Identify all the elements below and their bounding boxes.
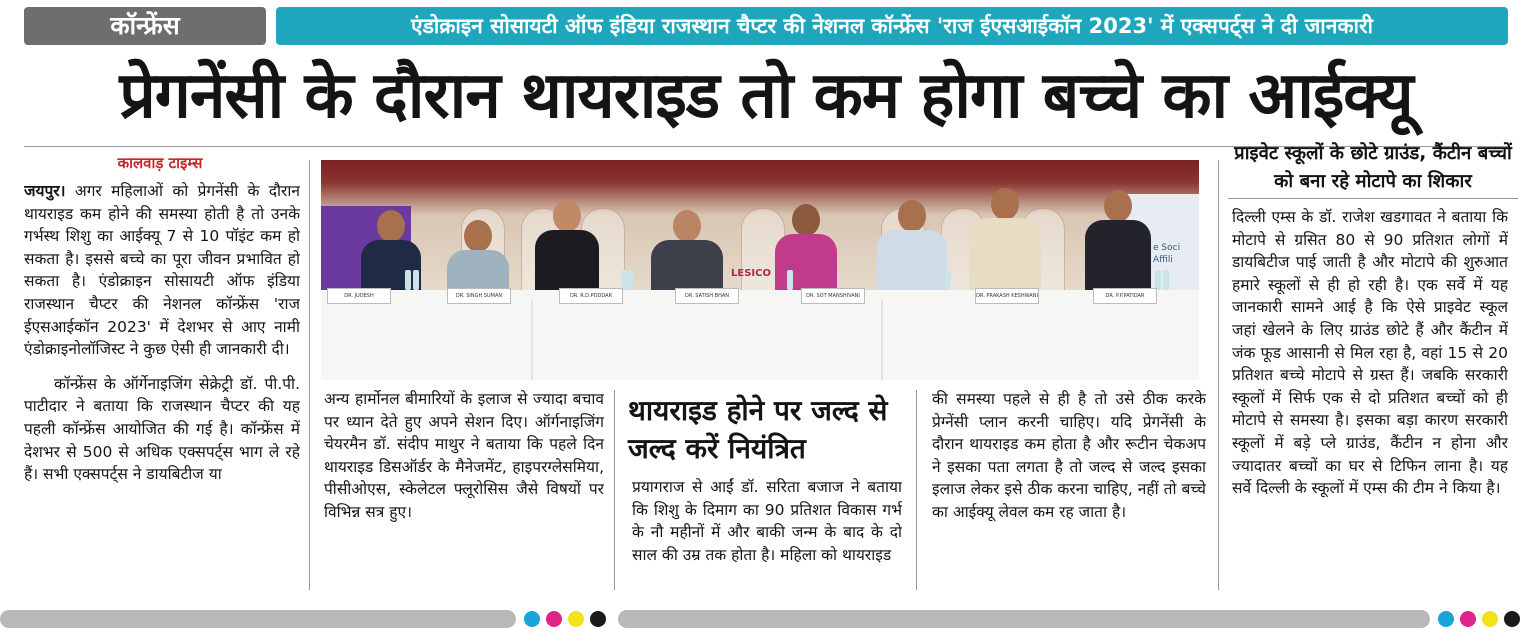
- article-column-1: [24, 180, 300, 590]
- article-column-4: [932, 388, 1206, 588]
- registration-dot-magenta: [546, 611, 562, 627]
- paragraph-2: कॉन्फ्रेंस के ऑर्गेनाइजिंग सेक्रेट्री डॉ. पी.पी. पाटीदार ने बताया कि राजस्थान चैप्टर की यह पहली कॉन्फ्रेंस आयोजित की गई है। कॉन्फ्रेंस में देशभर से 500 से अधिक एक्सपर्ट्स भाग ले रहे हैं। सभी एक्सपर्ट्स ने डायबिटीज या: [24, 374, 300, 484]
- column-rule-2: [614, 390, 615, 590]
- article-column-3: [632, 476, 902, 590]
- registration-dot-cyan: [524, 611, 540, 627]
- name-placard: DR. SATISH BHAN: [675, 288, 739, 304]
- column-rule-4: [1218, 160, 1219, 590]
- registration-dot-yellow: [1482, 611, 1498, 627]
- side-head-rule: [1228, 198, 1518, 199]
- name-placard: DR. SINGH SUMAN: [447, 288, 511, 304]
- screen-fragment: e Soci Affili: [1153, 243, 1181, 265]
- column-rule-1: [309, 160, 310, 590]
- side-story-headline: प्राइवेट स्कूलों के छोटे ग्राउंड, कैंटीन बच्चों को बना रहे मोटापे का शिकार: [1234, 143, 1512, 192]
- byline: कालवाड़ टाइम्स: [117, 154, 203, 172]
- article-subheading: थायराइड होने पर जल्द से जल्द करें नियंत्रित: [628, 394, 888, 465]
- name-placard: DR. SOT MANSHIVANI: [801, 288, 865, 304]
- dateline: जयपुर।: [24, 182, 66, 200]
- registration-dot-yellow: [568, 611, 584, 627]
- subhead-bar: एंडोक्राइन सोसायटी ऑफ इंडिया राजस्थान चैप्टर की नेशनल कॉन्फ्रेंस 'राज ईएसआईकॉन 2023' में एक्सपर्ट्स ने दी जानकारी: [276, 7, 1508, 45]
- paragraph-4: प्रयागराज से आईं डॉ. सरिता बजाज ने बताया कि शिशु के दिमाग का 90 प्रतिशत विकास गर्भ के नौ महीनों में और बाकी जन्म के बाद के दो साल की उम्र तक होता है। महिला को थायराइड: [632, 478, 902, 564]
- headline: प्रेगनेंसी के दौरान थायराइड तो कम होगा बच्चे का आईक्यू: [119, 59, 1413, 133]
- name-placard: DR. PRAKASH KESHWANI: [975, 288, 1039, 304]
- print-band-right: [618, 610, 1430, 628]
- name-placard: DR. P.P.PATIDAR: [1093, 288, 1157, 304]
- registration-dot-black: [590, 611, 606, 627]
- section-tag: कॉन्फ्रेंस: [24, 7, 266, 45]
- article-column-2: [324, 388, 604, 588]
- side-story-body: [1232, 206, 1508, 594]
- banner-fragment: LESICO: [731, 268, 771, 279]
- registration-dot-magenta: [1460, 611, 1476, 627]
- panelist-7: [969, 188, 1041, 298]
- name-placard: DR. R.D.PODDAR: [559, 288, 623, 304]
- print-band-left: [0, 610, 516, 628]
- column-rule-3: [916, 390, 917, 590]
- panelist-8: [1085, 190, 1151, 300]
- paragraph-5: की समस्या पहले से ही है तो उसे ठीक करके प्रेग्नेंसी प्लान करनी चाहिए। यदि प्रेगनेंसी के दौरान थायराइड कम होता है और रूटीन चेकअप ने इसका पता लगता है तो जल्द से जल्द इसका इलाज लेकर इसे ठीक करना चाहिए, नहीं तो बच्चे का आईक्यू लेवल कम रह जाता है।: [932, 390, 1206, 521]
- paragraph-1: अगर महिलाओं को प्रेगनेंसी के दौरान थायराइड कम होने की समस्या होती है तो उनके गर्भस्थ शिशु का आईक्यू 7 से 10 पॉइंट कम हो सकता है। इससे बच्चे का पूरा जीवन प्रभावित हो सकता है। एंडोक्राइन सोसायटी ऑफ इंडिया राजस्थान चैप्टर की नेशनल कॉन्फ्रेंस 'राज ईएसआईकॉन 2023' में देशभर से आए नामी एंडोक्राइनोलॉजिस्ट ने कुछ ऐसी ही जानकारी दी।: [24, 182, 300, 359]
- registration-dot-black: [1504, 611, 1520, 627]
- paragraph-3: अन्य हार्मोनल बीमारियों के इलाज से ज्यादा बचाव पर ध्यान देते हुए अपने सेशन दिए। ऑर्गनाइजिंग चेयरमैन डॉ. संदीप माथुर ने बताया कि पहले दिन थायराइड डिसऑर्डर के मैनेजमेंट, हाइपरग्लेसमिया, पीसीओएस, स्केलेटल फ्लूरोसिस जैसे विषयों पर विभिन्न सत्र हुए।: [324, 390, 604, 521]
- registration-dot-cyan: [1438, 611, 1454, 627]
- side-story-text: दिल्ली एम्स के डॉ. राजेश खडगावत ने बताया कि मोटापे से ग्रसित 80 से 90 प्रतिशत लोगों में डायबिटीज पाई जाती है और मोटापे की शुरुआत हमारे स्कूलों से ही हो रही है। एक सर्वे में यह जानकारी सामने आई है कि ऐसे प्राइवेट स्कूल जहां खेलने के लिए ग्राउंड छोटे हैं और कैंटीन में जंक फूड आसानी से मिल रहा है, वहां 15 से 20 प्रतिशत बच्चे मोटापे से ग्रस्त हैं। जबकि सरकारी स्कूलों में सिर्फ एक से दो प्रतिशत बच्चों को ही मोटापे से समस्या है। इसका बड़ा कारण सरकारी स्कूलों में बड़े प्ले ग्राउंड, कैंटीन न होना और ज्यादातर बच्चों का घर से टिफिन लाना है। यह सर्वे दिल्ली के स्कूलों में एम्स की टीम ने किया है।: [1232, 208, 1508, 498]
- conference-photo: [321, 160, 1199, 380]
- name-placard: DR. JUDESH: [327, 288, 391, 304]
